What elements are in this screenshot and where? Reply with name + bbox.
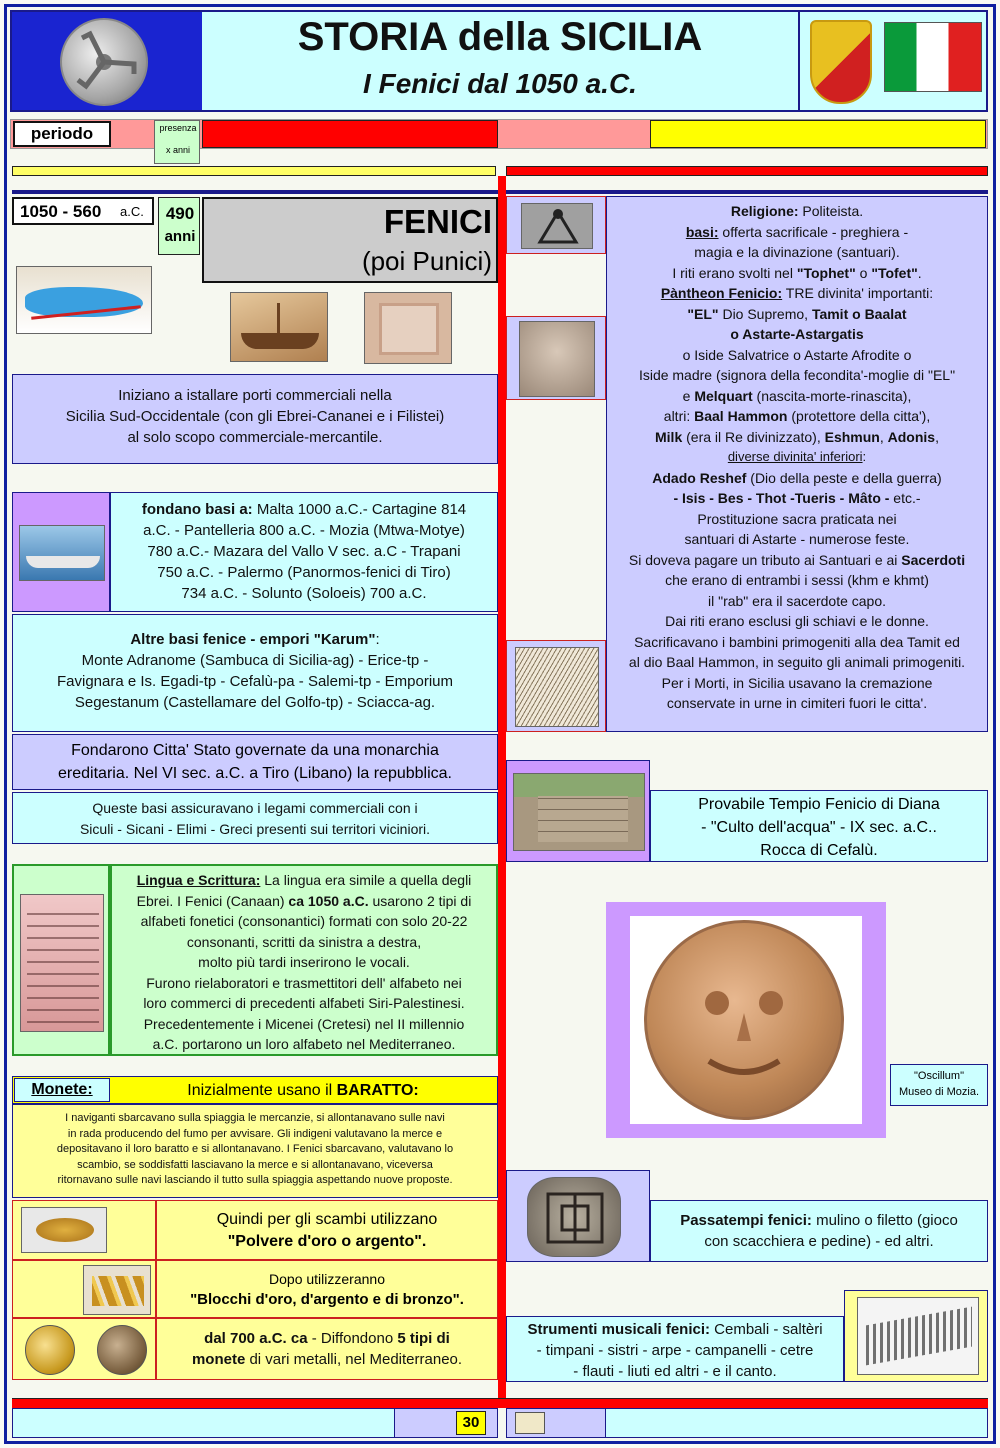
- oscillum-disc: [644, 920, 844, 1120]
- xanni-label: x anni: [165, 145, 191, 155]
- page-number: 30: [456, 1411, 486, 1435]
- period-dates: 1050 - 560: [20, 202, 102, 221]
- rel-line-8: o Iside Salvatrice o Astarte Afrodite o: [682, 346, 912, 363]
- rel-line-13: diverse divinita' inferiori:: [727, 449, 867, 464]
- intro-line: Sicilia Sud-Occidentale (con gli Ebrei-Cananei e i Filistei): [65, 408, 445, 425]
- basi-legami-line: Siculi - Sicani - Elimi - Greci presenti sui territori viciniori.: [79, 820, 431, 837]
- sacrifice-engraving-image: [515, 647, 599, 727]
- rel-line-16: Prostituzione sacra praticata nei: [697, 510, 897, 527]
- footer-right-block: [506, 1408, 606, 1438]
- strumenti-image-box: [844, 1290, 988, 1382]
- mill-board-icon: [528, 1178, 621, 1257]
- religion-images-column: [506, 196, 606, 732]
- baratto-line: scambio, se soddisfatti lasciavano la merce e si allontanavano, viceversa: [77, 1158, 433, 1171]
- rel-line-14: Adado Reshef (Dio della peste e della guerra): [652, 469, 942, 486]
- period-years-unit: anni: [164, 228, 196, 245]
- fondano-head: fondano basi a:: [141, 501, 253, 518]
- tanit-sign-icon: [522, 204, 593, 249]
- pan-flute-image: [857, 1297, 979, 1375]
- footer-map-icon: [515, 1412, 545, 1434]
- basi-legami-box: [12, 792, 498, 844]
- phoenician-inscription-image: [20, 894, 104, 1032]
- lingua-line: loro commerci di precedenti alfabeti Siri-Palestinesi.: [143, 995, 465, 1011]
- lingua-line: alfabeti fonetici (consonantici) formati con solo 20-22: [140, 913, 468, 929]
- strumenti-line-3: - flauti - liuti ed altri - e il canto.: [573, 1363, 777, 1380]
- intro-line: Iniziano a istallare porti commerciali nella: [118, 387, 392, 404]
- header-coin-box: [12, 12, 202, 110]
- baratto-heading: Inizialmente usano il BARATTO:: [187, 1082, 419, 1099]
- lingua-line: consonanti, scritti da sinistra a destra,: [186, 933, 422, 950]
- altre-basi-line: Segestanum (Castellamare del Golfo-tp) - Sciacca-ag.: [74, 694, 436, 711]
- presenza-box: [154, 120, 200, 164]
- religion-image-frame-2: [506, 316, 606, 400]
- rel-line-5: Pàntheon Fenicio: TRE divinita' importanti:: [660, 285, 934, 301]
- rel-line-23: al dio Baal Hammon, in seguito gli animali primogeniti.: [628, 654, 966, 670]
- phoenician-ship-image: [230, 292, 328, 362]
- blocchi-image-box: [12, 1260, 156, 1318]
- fondano-line: 780 a.C.- Mazara del Vallo V sec. a.C - Trapani: [147, 543, 461, 560]
- citta-stato-line: Fondarono Citta' Stato governate da una monarchia: [71, 742, 439, 759]
- oscillum-caption-box: [890, 1064, 988, 1106]
- monete-diffusione-box: [156, 1318, 498, 1380]
- gold-dust-image: [21, 1207, 107, 1253]
- lingua-line: a.C. portarono un loro alfabeto nel Mediterraneo.: [152, 1036, 456, 1052]
- rel-line-22: Sacrificavano i bambini primogeniti alla dea Tamit ed: [634, 633, 960, 650]
- period-ac: a.C.: [120, 204, 144, 219]
- intro-line: al solo scopo commerciale-mercantile.: [127, 429, 383, 446]
- rel-line-11: altri: Baal Hammon (protettore della citta'),: [663, 408, 931, 424]
- basi-legami-line: Queste basi assicuravano i legami commerciali con i: [92, 800, 418, 816]
- polvere-image-box: [12, 1200, 156, 1260]
- rel-line-4: I riti erano svolti nel "Tophet" o "Tofet".: [672, 264, 922, 281]
- stele-relief-image: [364, 292, 452, 364]
- strumenti-box: [506, 1316, 844, 1382]
- timeline-red-segment: [202, 120, 498, 148]
- tanit-symbol-image: [521, 203, 593, 249]
- period-title-box: [202, 197, 498, 283]
- oscillum-caption-2: Museo di Mozia.: [898, 1086, 980, 1098]
- rel-line-9: Iside madre (signora della fecondita'-moglie di "EL": [638, 367, 956, 383]
- coins-image-box: [12, 1318, 156, 1380]
- polvere-line-2: "Polvere d'oro o argento".: [227, 1233, 427, 1250]
- religion-image-frame-3: [506, 640, 606, 732]
- baratto-line: I naviganti sbarcavano sulla spiaggia le mercanzie, si allontanavano sulle navi: [65, 1112, 445, 1124]
- tempio-line: Provabile Tempio Fenicio di Diana: [698, 796, 940, 813]
- passatempi-line-2: con scacchiera e pedine) - ed altri.: [704, 1233, 934, 1250]
- lingua-line-2: Ebrei. I Fenici (Canaan) ca 1050 a.C. usarono 2 tipi di: [136, 892, 472, 909]
- coin-image: [60, 18, 148, 106]
- period-years: 490: [165, 204, 195, 223]
- sicily-flag-icon: [810, 20, 872, 104]
- gold-dust: [36, 1218, 94, 1242]
- rel-line-1: Religione: Politeista.: [730, 203, 864, 219]
- blocchi-box: [156, 1260, 498, 1318]
- rel-line-6: "EL" Dio Supremo, Tamit o Baalat: [687, 305, 907, 322]
- bes-relief-image: [519, 321, 595, 397]
- fondano-line-1: [111, 499, 497, 520]
- citta-stato-line: ereditaria. Nel VI sec. a.C. a Tiro (Libano) la repubblica.: [58, 765, 452, 782]
- citta-stato-box: [12, 734, 498, 790]
- fondano-line: a.C. - Pantelleria 800 a.C. - Mozia (Mtwa-Motye): [143, 522, 465, 539]
- blocchi-line-1: Dopo utilizzeranno: [269, 1271, 385, 1287]
- passatempi-line-1: Passatempi fenici: mulino o filetto (gioco: [680, 1212, 958, 1229]
- temple-ruins-image: [513, 773, 645, 851]
- lingua-image-box: [12, 864, 110, 1056]
- page-subtitle: I Fenici dal 1050 a.C.: [363, 68, 637, 99]
- polvere-box: [156, 1200, 498, 1260]
- timeline-yellow-segment: [650, 120, 986, 148]
- game-board-image: [527, 1177, 621, 1257]
- oscillum-frame: [606, 902, 886, 1138]
- rel-line-24: Per i Morti, in Sicilia usavano la cremazione: [661, 674, 933, 691]
- galley-hull: [26, 556, 100, 568]
- rel-line-2: basi: offerta sacrificale - preghiera -: [685, 223, 909, 240]
- rel-line-17: santuari di Astarte - numerose feste.: [684, 531, 910, 547]
- galley-image: [19, 525, 105, 581]
- lingua-line: Precedentemente i Micenei (Cretesi) nel II millennio: [143, 1015, 465, 1032]
- intro-box: [12, 374, 498, 464]
- tempio-line: - "Culto dell'acqua" - IX sec. a.C..: [701, 819, 937, 836]
- pan-flute-pipes: [866, 1307, 972, 1366]
- gorgon-face-icon: [647, 923, 841, 1117]
- period-years-box: [158, 197, 200, 255]
- footer-bar: [12, 1398, 988, 1408]
- rel-line-10: e Melquart (nascita-morte-rinascita),: [682, 387, 912, 404]
- oscillum-image: [630, 916, 862, 1124]
- period-dates-box: [12, 197, 154, 225]
- bronze-coin-image: [97, 1325, 147, 1375]
- fondano-line: 734 a.C. - Solunto (Soloeis) 700 a.C.: [181, 585, 427, 602]
- rel-line-21: Dai riti erano esclusi gli schiavi e le donne.: [665, 613, 929, 629]
- ingots: [92, 1276, 144, 1306]
- monete-label: Monete:: [14, 1078, 110, 1102]
- lingua-line: molto più tardi inserirono le vocali.: [198, 954, 410, 970]
- ship-sail: [277, 303, 280, 335]
- fondano-line: 750 a.C. - Palermo (Panormos-fenici di Tiro): [157, 564, 451, 581]
- rel-line-25: conservate in urne in cimiteri fuori le citta'.: [666, 695, 928, 711]
- passatempi-image-box: [506, 1170, 650, 1262]
- stele-panel: [379, 303, 439, 355]
- italy-flag-icon: [884, 22, 982, 92]
- mediterranean-map-image: [16, 266, 152, 334]
- rel-line-18: Si doveva pagare un tributo ai Santuari e ai Sacerdoti: [628, 551, 966, 568]
- baratto-line: in rada producendo del fumo per avvisare. Gli indigeni valutavano la merce e: [67, 1127, 443, 1140]
- metal-ingots-image: [83, 1265, 151, 1315]
- polvere-line-1: Quindi per gli scambi utilizzano: [216, 1211, 438, 1228]
- right-blue-line: [506, 190, 988, 194]
- gold-coin-image: [25, 1325, 75, 1375]
- fondano-box: [110, 492, 498, 612]
- altre-basi-heading: Altre basi fenice - empori "Karum":: [130, 631, 380, 648]
- passatempi-box: [650, 1200, 988, 1262]
- rel-line-20: il "rab" era il sacerdote capo.: [707, 592, 887, 609]
- monete-diffusione-line-1: dal 700 a.C. ca - Diffondono 5 tipi di: [204, 1330, 450, 1347]
- page-title: STORIA della SICILIA: [297, 15, 703, 59]
- rel-line-19: che erano di entrambi i sessi (khm e khmt): [665, 572, 929, 588]
- tempio-line: Rocca di Cefalù.: [760, 842, 878, 859]
- fondano-text: Malta 1000 a.C.- Cartagine 814: [252, 501, 467, 518]
- right-top-stripe: [506, 166, 988, 176]
- religion-image-frame-1: [506, 196, 606, 254]
- tempio-image-box: [506, 760, 650, 862]
- period-subtitle: (poi Punici): [361, 246, 492, 276]
- center-red-divider: [498, 176, 506, 1408]
- left-top-stripe: [12, 166, 496, 176]
- baratto-line: depositavano il loro baratto e si allontanavano. I Fenici sbarcavano, valutavano lo: [56, 1143, 454, 1155]
- header-flags-box: [798, 12, 986, 110]
- inscription-glyphs: [27, 903, 99, 1023]
- rel-line-3: magia e la divinazione (santuari).: [694, 244, 900, 260]
- altre-basi-line: Monte Adranome (Sambuca di Sicilia-ag) - Erice-tp -: [81, 652, 429, 669]
- strumenti-line-1: Strumenti musicali fenici: Cembali - saltèri: [527, 1321, 823, 1338]
- baratto-line: ritornavano sulle navi lasciando il tutto sulla spiaggia aspettando nuove proposte.: [57, 1174, 453, 1186]
- religion-box: [606, 196, 988, 732]
- rel-line-7: o Astarte-Astargatis: [730, 326, 864, 342]
- baratto-box: [12, 1104, 498, 1198]
- blocchi-line-2: "Blocchi d'oro, d'argento e di bronzo".: [190, 1291, 464, 1308]
- monete-diffusione-line-2: monete di vari metalli, nel Mediterraneo.: [191, 1351, 463, 1368]
- altre-basi-line: Favignara e Is. Egadi-tp - Cefalù-pa - Salemi-tp - Emporium: [57, 673, 453, 690]
- lingua-line-1: Lingua e Scrittura: La lingua era simile a quella degli: [136, 872, 472, 888]
- temple-walls: [538, 796, 628, 842]
- lingua-line: Furono rielaboratori e trasmettitori dell' alfabeto nei: [146, 974, 462, 991]
- rel-line-15: - Isis - Bes - Thot -Tueris - Mâto - etc.-: [673, 490, 921, 506]
- presenza-label: presenza: [159, 123, 197, 133]
- left-blue-line: [12, 190, 498, 194]
- rel-line-12: Milk (era il Re divinizzato), Eshmun, Adonis,: [655, 428, 939, 445]
- periodo-label: periodo: [13, 121, 111, 147]
- triskelion-icon: [62, 20, 146, 104]
- ship-hull: [241, 333, 319, 349]
- fondano-image-box: [12, 492, 110, 612]
- strumenti-line-2: - timpani - sistri - arpe - campanelli - cetre: [536, 1342, 814, 1359]
- lingua-box: [110, 864, 498, 1056]
- period-title: FENICI: [383, 203, 492, 240]
- altre-basi-box: [12, 614, 498, 732]
- tempio-box: [650, 790, 988, 862]
- oscillum-caption-1: "Oscillum": [914, 1070, 964, 1082]
